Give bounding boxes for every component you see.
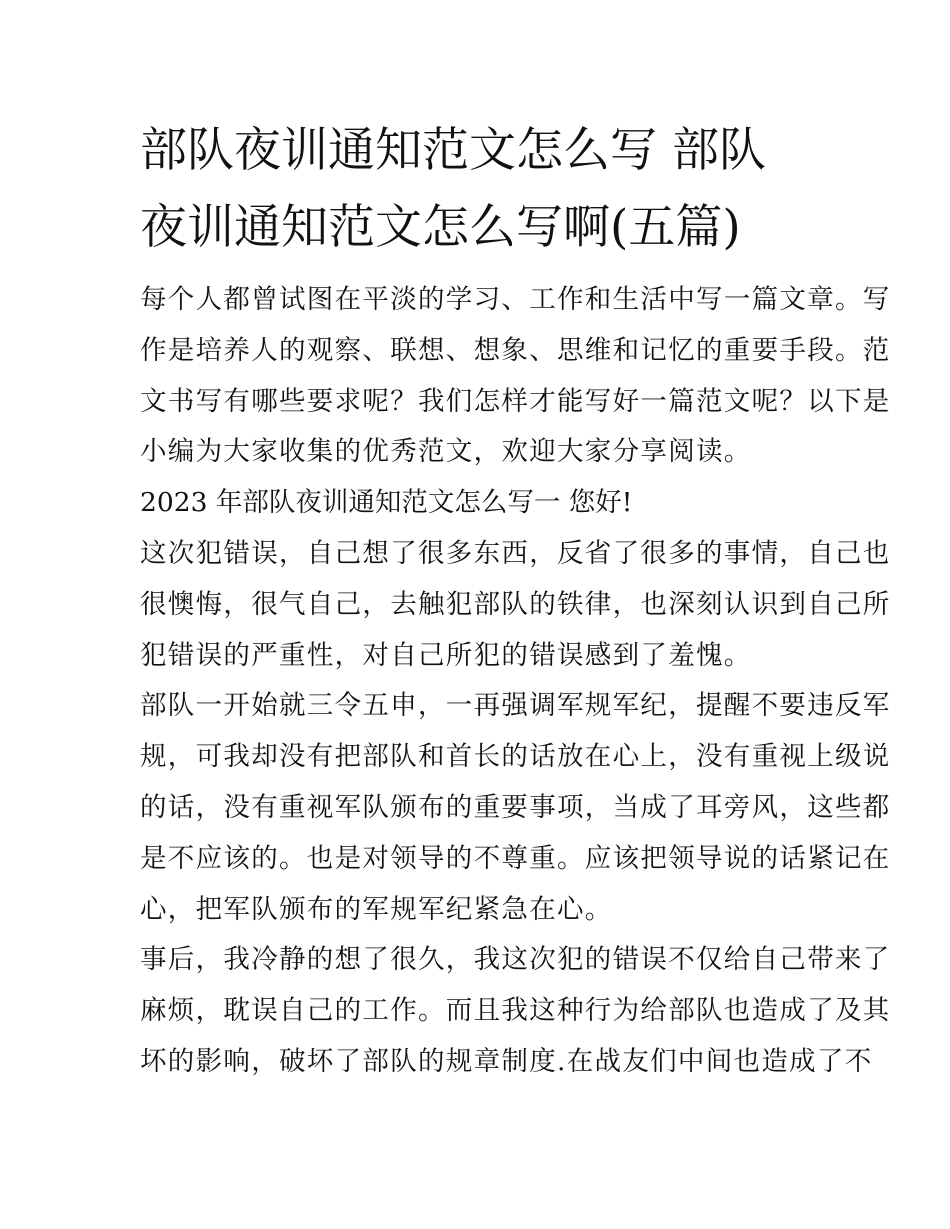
body-line: 事后，我冷静的想了很久，我这次犯的错误不仅给自己带来了 — [140, 944, 891, 976]
document-body — [140, 275, 891, 1088]
body-line: 这次犯错误，自己想了很多东西，反省了很多的事情，自己也 — [140, 537, 891, 569]
section-heading: 2023 年部队夜训通知范文怎么写一 您好! — [140, 487, 633, 519]
title-line: 夜训通知范文怎么写啊(五篇) — [140, 200, 741, 255]
body-line: 每个人都曾试图在平淡的学习、工作和生活中写一篇文章。写 — [140, 284, 891, 315]
body-line: 小编为大家收集的优秀范文，欢迎大家分享阅读。 — [140, 436, 752, 468]
body-line: 心，把军队颁布的军规军纪紧急在心。 — [140, 893, 613, 925]
title-line: 部队夜训通知范文怎么写 部队 — [140, 123, 766, 178]
body-line: 犯错误的严重性，对自己所犯的错误感到了羞愧。 — [140, 639, 752, 671]
body-line: 很懊悔，很气自己，去触犯部队的铁律，也深刻认识到自己所 — [140, 588, 891, 620]
document-title — [140, 112, 766, 266]
body-line: 文书写有哪些要求呢？我们怎样才能写好一篇范文呢？以下是 — [140, 385, 891, 417]
body-line: 规，可我却没有把部队和首长的话放在心上，没有重视上级说 — [140, 741, 891, 773]
body-line: 作是培养人的观察、联想、想象、思维和记忆的重要手段。范 — [140, 334, 891, 366]
body-line: 部队一开始就三令五申，一再强调军规军纪，提醒不要违反军 — [140, 690, 891, 722]
body-line: 坏的影响，破坏了部队的规章制度.在战友们中间也造成了不 — [140, 1045, 873, 1077]
body-line: 是不应该的。也是对领导的不尊重。应该把领导说的话紧记在 — [140, 842, 891, 874]
body-line: 麻烦，耽误自己的工作。而且我这种行为给部队也造成了及其 — [140, 995, 891, 1027]
body-line: 的话，没有重视军队颁布的重要事项，当成了耳旁风，这些都 — [140, 791, 891, 823]
